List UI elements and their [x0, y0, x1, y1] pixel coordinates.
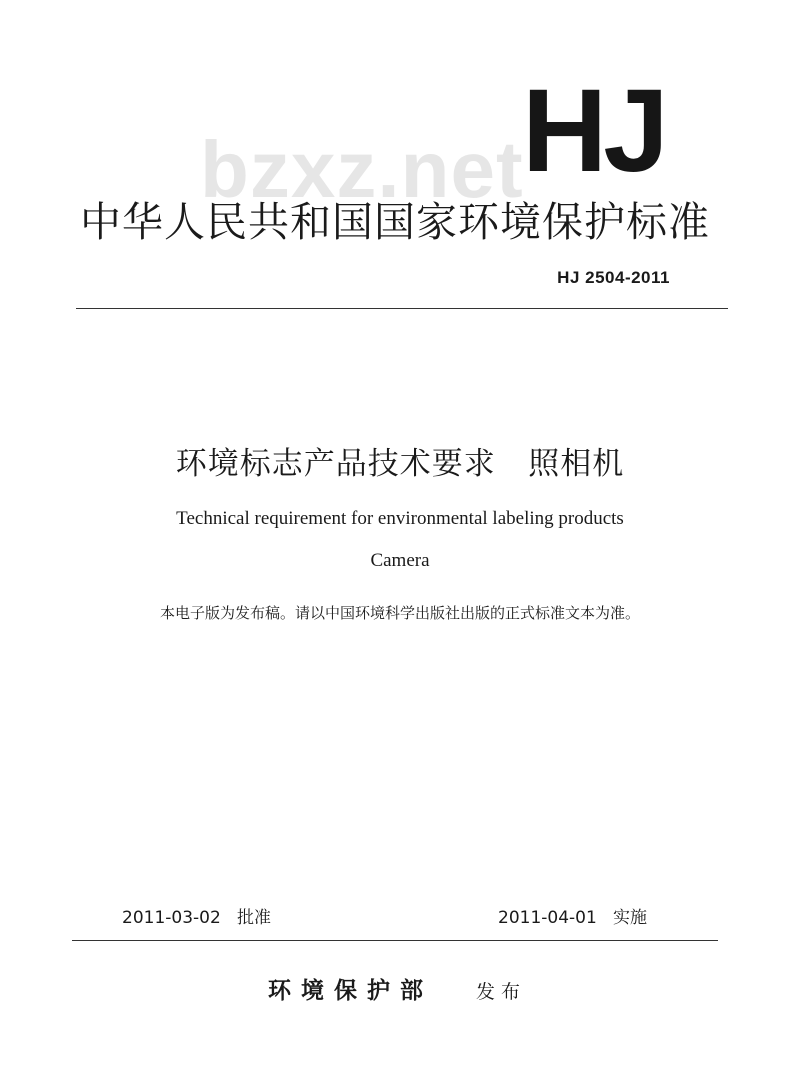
implementation-date: 2011-04-01 实施 [498, 908, 648, 928]
edition-notice: 本电子版为发布稿。请以中国环境科学出版社出版的正式标准文本为准。 [159, 604, 640, 622]
document-title-en-sub: Camera [370, 550, 430, 571]
document-title-en: Technical requirement for environmental labeling products [176, 508, 624, 529]
issuer-name: 环境保护部 [268, 978, 433, 1004]
issuer-action: 发布 [476, 981, 527, 1003]
top-divider [76, 308, 728, 309]
approval-date: 2011-03-02 批准 [122, 908, 272, 928]
standard-code: HJ 2504-2011 [557, 268, 670, 287]
bottom-divider [72, 940, 718, 941]
document-title-cn: 环境标志产品技术要求 照相机 [175, 446, 625, 482]
hj-logo: HJ [522, 65, 665, 197]
standard-category-title: 中华人民共和国国家环境保护标准 [80, 198, 710, 246]
watermark-text: bzxz.net [200, 125, 524, 214]
